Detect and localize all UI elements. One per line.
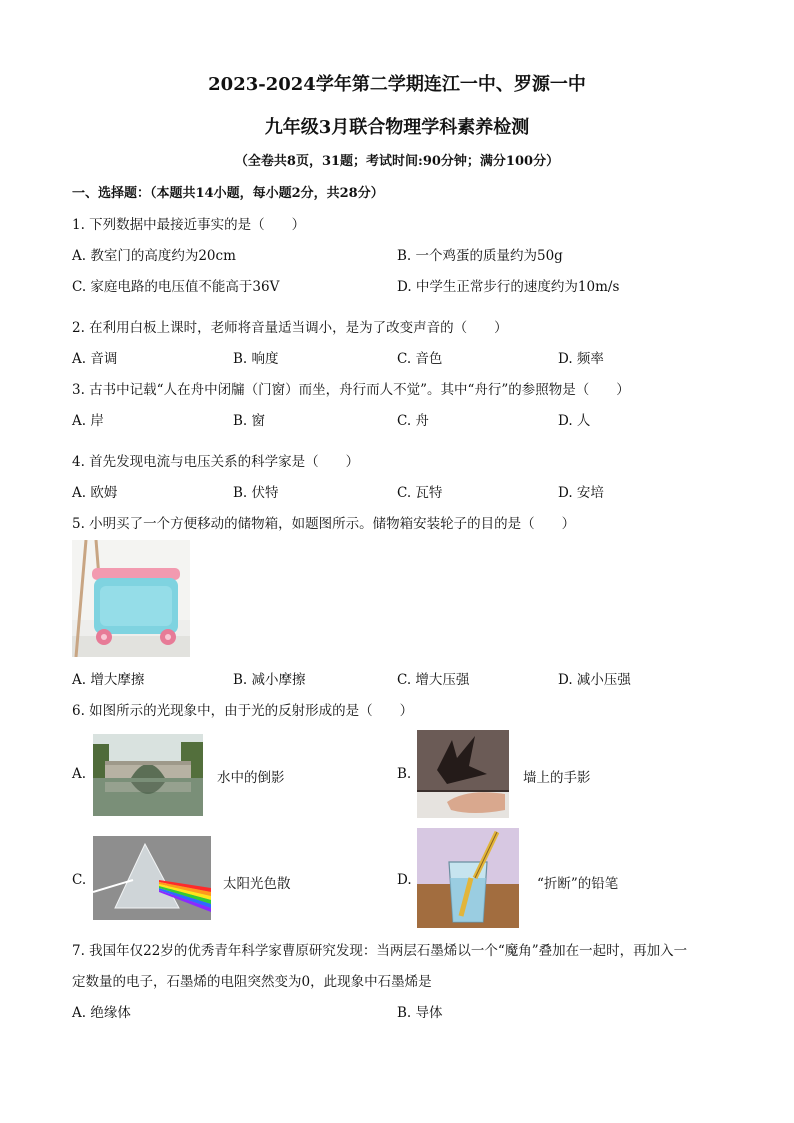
q4-option-d: D. 安培 <box>558 485 604 501</box>
question-1-stem: 1. 下列数据中最接近事实的是（ ） <box>72 217 306 233</box>
q3-option-d: D. 人 <box>558 413 591 429</box>
q6-option-d-caption: “折断”的铅笔 <box>537 876 619 892</box>
q7-option-a: A. 绝缘体 <box>72 1005 131 1021</box>
question-4-stem: 4. 首先发现电流与电压关系的科学家是（ ） <box>72 454 360 470</box>
q3-option-b: B. 窗 <box>233 413 266 429</box>
q6-option-b-letter: B. <box>397 766 412 782</box>
question-3-stem: 3. 古书中记载“人在舟中闭牖（门窗）而坐，舟行而人不觉”。其中“舟行”的参照物是（ ） <box>72 382 630 398</box>
q6-option-c-letter: C. <box>72 872 87 888</box>
q6-option-c-caption: 太阳光色散 <box>223 876 291 892</box>
q5-option-c: C. 增大压强 <box>397 672 470 688</box>
storage-box-image <box>72 540 190 657</box>
q1-option-b: B. 一个鸡蛋的质量约为50g <box>397 248 563 264</box>
q2-option-d: D. 频率 <box>558 351 604 367</box>
prism-dispersion-image <box>93 836 211 920</box>
q5-option-d: D. 减小压强 <box>558 672 631 688</box>
q7-option-b: B. 导体 <box>397 1005 443 1021</box>
question-6-stem: 6. 如图所示的光现象中，由于光的反射形成的是（ ） <box>72 703 414 719</box>
q6-option-b-caption: 墙上的手影 <box>523 770 591 786</box>
question-2-stem: 2. 在利用白板上课时，老师将音量适当调小，是为了改变声音的（ ） <box>72 320 508 336</box>
exam-title-line2: 九年级3月联合物理学科素养检测 <box>264 117 530 138</box>
hand-shadow-image <box>417 730 509 818</box>
q1-option-c: C. 家庭电路的电压值不能高于36V <box>72 279 280 295</box>
question-5-stem: 5. 小明买了一个方便移动的储物箱，如题图所示。储物箱安装轮子的目的是（ ） <box>72 516 576 532</box>
q4-option-c: C. 瓦特 <box>397 485 443 501</box>
q3-option-c: C. 舟 <box>397 413 429 429</box>
q5-option-a: A. 增大摩擦 <box>72 672 145 688</box>
q1-option-a: A. 教室门的高度约为20cm <box>72 248 236 264</box>
q1-option-d: D. 中学生正常步行的速度约为10m/s <box>397 279 620 295</box>
q6-option-d-letter: D. <box>397 872 412 888</box>
bent-pencil-image <box>417 828 519 928</box>
q3-option-a: A. 岸 <box>72 413 104 429</box>
q5-option-b: B. 减小摩擦 <box>233 672 306 688</box>
q6-option-a-caption: 水中的倒影 <box>217 770 285 786</box>
section-title: 一、选择题：（本题共14小题，每小题2分，共28分） <box>72 186 384 201</box>
q4-option-b: B. 伏特 <box>233 485 279 501</box>
q2-option-a: A. 音调 <box>72 351 118 367</box>
q2-option-b: B. 响度 <box>233 351 279 367</box>
exam-info: （全卷共8页，31题；考试时间:90分钟；满分100分） <box>234 154 560 169</box>
exam-title-line1: 2023-2024学年第二学期连江一中、罗源一中 <box>208 74 586 95</box>
q4-option-a: A. 欧姆 <box>72 485 118 501</box>
question-7-stem-line2: 定数量的电子，石墨烯的电阻突然变为0，此现象中石墨烯是 <box>72 974 432 990</box>
bridge-reflection-image <box>93 734 203 816</box>
q2-option-c: C. 音色 <box>397 351 443 367</box>
q6-option-a-letter: A. <box>72 766 87 782</box>
question-7-stem-line1: 7. 我国年仅22岁的优秀青年科学家曹原研究发现：当两层石墨烯以一个“魔角”叠加在一起时，再加入一 <box>72 943 688 959</box>
